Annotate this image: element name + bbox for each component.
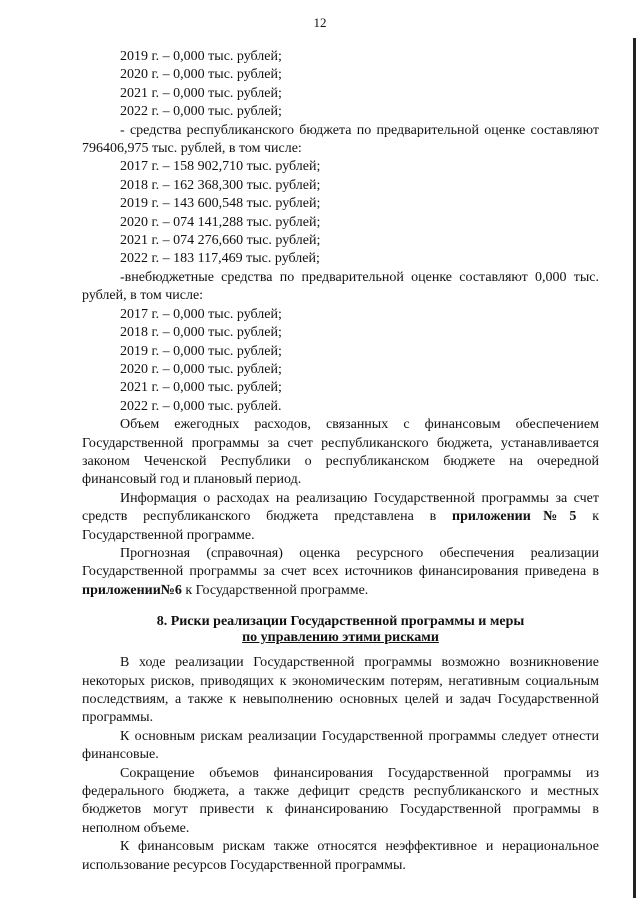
appendix-6-ref: приложении№6 <box>82 582 182 598</box>
year-line: 2022 г. – 0,000 тыс. рублей; <box>120 104 282 120</box>
paragraph-risks-4: К финансовым рискам также относятся неэффективное и нерациональное использование ресурсов Государственной программы. <box>82 839 599 873</box>
appendix-5-ref: приложении№5 <box>452 509 577 525</box>
paragraph-risks-3: Сокращение объемов финансирования Государственной программы из федерального бюджета, а также дефицит средств республиканского и местных бюджетов могут привести к финансированию Государственной программы в неполном объеме. <box>82 765 599 836</box>
section-heading-line1: 8. Риски реализации Государственной программы и меры <box>156 614 525 630</box>
year-line: 2019 г. – 0,000 тыс. рублей; <box>120 343 282 359</box>
year-line: 2021 г. – 0,000 тыс. рублей; <box>120 380 282 396</box>
year-line: 2019 г. – 143 600,548 тыс. рублей; <box>120 196 321 212</box>
year-line: 2022 г. – 0,000 тыс. рублей. <box>120 398 282 414</box>
paragraph-volume: Объем ежегодных расходов, связанных с финансовым обеспечением Государственной программы за счет республиканского бюджета, устанавливается законом Чеченской Республики о республиканском бюджете на очередной финансовый год и плановый период. <box>82 417 599 488</box>
paragraph-info <box>82 490 599 545</box>
paragraph-forecast-text: Прогнозная (справочная) оценка ресурсного обеспечения реализации Государственной программы за счет всех источников финансирования приведена в <box>82 545 599 580</box>
document-body <box>82 48 599 875</box>
paragraph-info-text: Информация о расходах на реализацию Государственной программы за счет средств республиканского бюджета представлена в <box>82 490 599 525</box>
year-line: 2020 г. – 0,000 тыс. рублей; <box>120 67 282 83</box>
year-line: 2021 г. – 074 276,660 тыс. рублей; <box>120 233 321 249</box>
year-line: 2020 г. – 0,000 тыс. рублей; <box>120 361 282 377</box>
year-line: 2020 г. – 074 141,288 тыс. рублей; <box>120 214 321 230</box>
year-line: 2018 г. – 162 368,300 тыс. рублей; <box>120 177 321 193</box>
year-line: 2017 г. – 0,000 тыс. рублей; <box>120 306 282 322</box>
year-line: 2021 г. – 0,000 тыс. рублей; <box>120 85 282 101</box>
paragraph-risks-1: В ходе реализации Государственной программы возможно возникновение некоторых рисков, приводящих к экономическим потерям, негативным социальным последствиям, а также к невыполнению основных целей и задач Государственной программы. <box>82 655 599 726</box>
paragraph-forecast <box>82 545 599 600</box>
paragraph-risks-2: К основным рискам реализации Государственной программы следует отнести финансовые. <box>82 728 599 763</box>
year-line: 2022 г. – 183 117,469 тыс. рублей; <box>120 251 320 267</box>
year-line: 2019 г. – 0,000 тыс. рублей; <box>120 49 282 64</box>
section-heading-line2: по управлению этими рисками <box>242 630 439 646</box>
section-heading <box>82 614 599 646</box>
scan-edge-line <box>633 38 636 898</box>
extra-budget-intro: -внебюджетные средства по предварительной оценке составляют 0,000 тыс. рублей, в том числе: <box>82 269 599 304</box>
year-line: 2017 г. – 158 902,710 тыс. рублей; <box>120 159 321 175</box>
page-number: 12 <box>313 15 327 30</box>
paragraph-info-tail: к Государственной программе. <box>82 509 599 543</box>
year-line: 2018 г. – 0,000 тыс. рублей; <box>120 325 282 341</box>
republican-budget-intro: - средства республиканского бюджета по предварительной оценке составляют 796406,975 тыс. рублей, в том числе: <box>82 122 599 157</box>
paragraph-forecast-tail: к Государственной программе. <box>181 582 369 598</box>
